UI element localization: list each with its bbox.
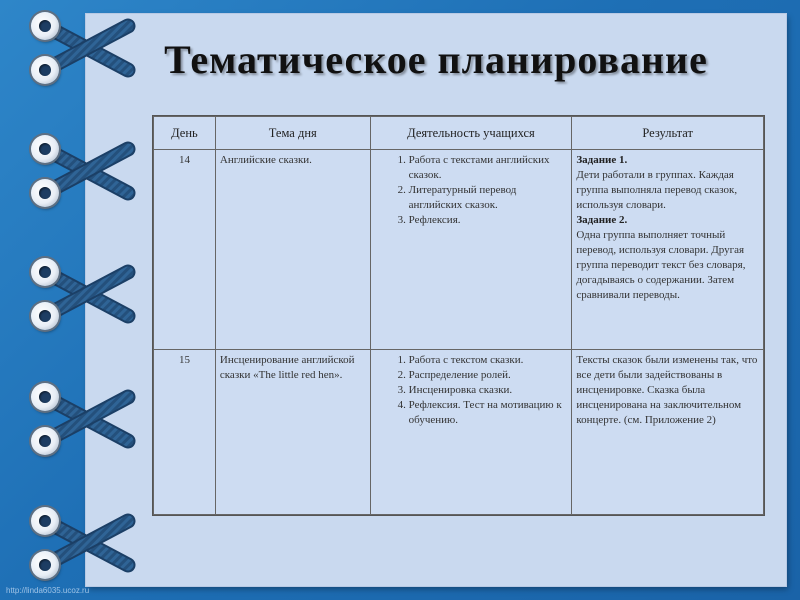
eyelet-ring (31, 302, 59, 330)
table-header-row (154, 117, 764, 150)
eyelet-ring (31, 383, 59, 411)
cell-day: 15 (154, 349, 216, 514)
activity-list (375, 153, 568, 228)
task2-text: Одна группа выполняет точный перевод, используя словари. Другая группа переводит текст без словаря, догадываясь о содержании. Затем сравнивали переводы. (576, 229, 746, 301)
header-day: День (154, 117, 216, 150)
list-item: 1. Работа с текстами английских сказок. (409, 153, 568, 183)
list-item: 4. Рефлексия. Тест на мотивацию к обучению. (409, 398, 568, 428)
table-row (154, 150, 764, 350)
task2-label: Задание 2. (576, 214, 628, 226)
cell-topic: Инсценирование английской сказки «The little red hen». (215, 349, 370, 514)
eyelet-ring (31, 507, 59, 535)
cell-activities (370, 150, 572, 350)
list-item: 3. Рефлексия. (409, 213, 568, 228)
cell-activities (370, 349, 572, 514)
planning-table (152, 115, 765, 516)
table-row (154, 349, 764, 514)
eyelet-ring (31, 56, 59, 84)
list-item: 2. Распределение ролей. (409, 368, 568, 383)
task1-label: Задание 1. (576, 154, 628, 166)
list-item: 2. Литературный перевод английских сказок. (409, 183, 568, 213)
header-activities: Деятельность учащихся (370, 117, 572, 150)
task1-text: Дети работали в группах. Каждая группа выполняла перевод сказок, используя словари. (576, 169, 738, 211)
eyelet-ring (31, 258, 59, 286)
header-topic: Тема дня (215, 117, 370, 150)
page-title: Тематическое планирование (164, 37, 708, 82)
lace-group (45, 26, 128, 565)
cell-result: Тексты сказок были изменены так, что все дети были задействованы в инсценировке. Сказка была инсценирована на заключительном концерте. (см. Приложение 2) (572, 349, 764, 514)
footer-url: http://linda6035.ucoz.ru (6, 586, 90, 595)
list-item: 3. Инсценировка сказки. (409, 383, 568, 398)
eyelet-ring (31, 12, 59, 40)
lace-decoration (0, 0, 160, 600)
eyelet-ring (31, 179, 59, 207)
eyelet-ring (31, 427, 59, 455)
eyelet-ring (31, 551, 59, 579)
header-result: Результат (572, 117, 764, 150)
cell-topic: Английские сказки. (215, 150, 370, 350)
activity-list (375, 353, 568, 428)
eyelet-ring (31, 135, 59, 163)
list-item: 1. Работа с текстом сказки. (409, 353, 568, 368)
cell-result (572, 150, 764, 350)
cell-day: 14 (154, 150, 216, 350)
